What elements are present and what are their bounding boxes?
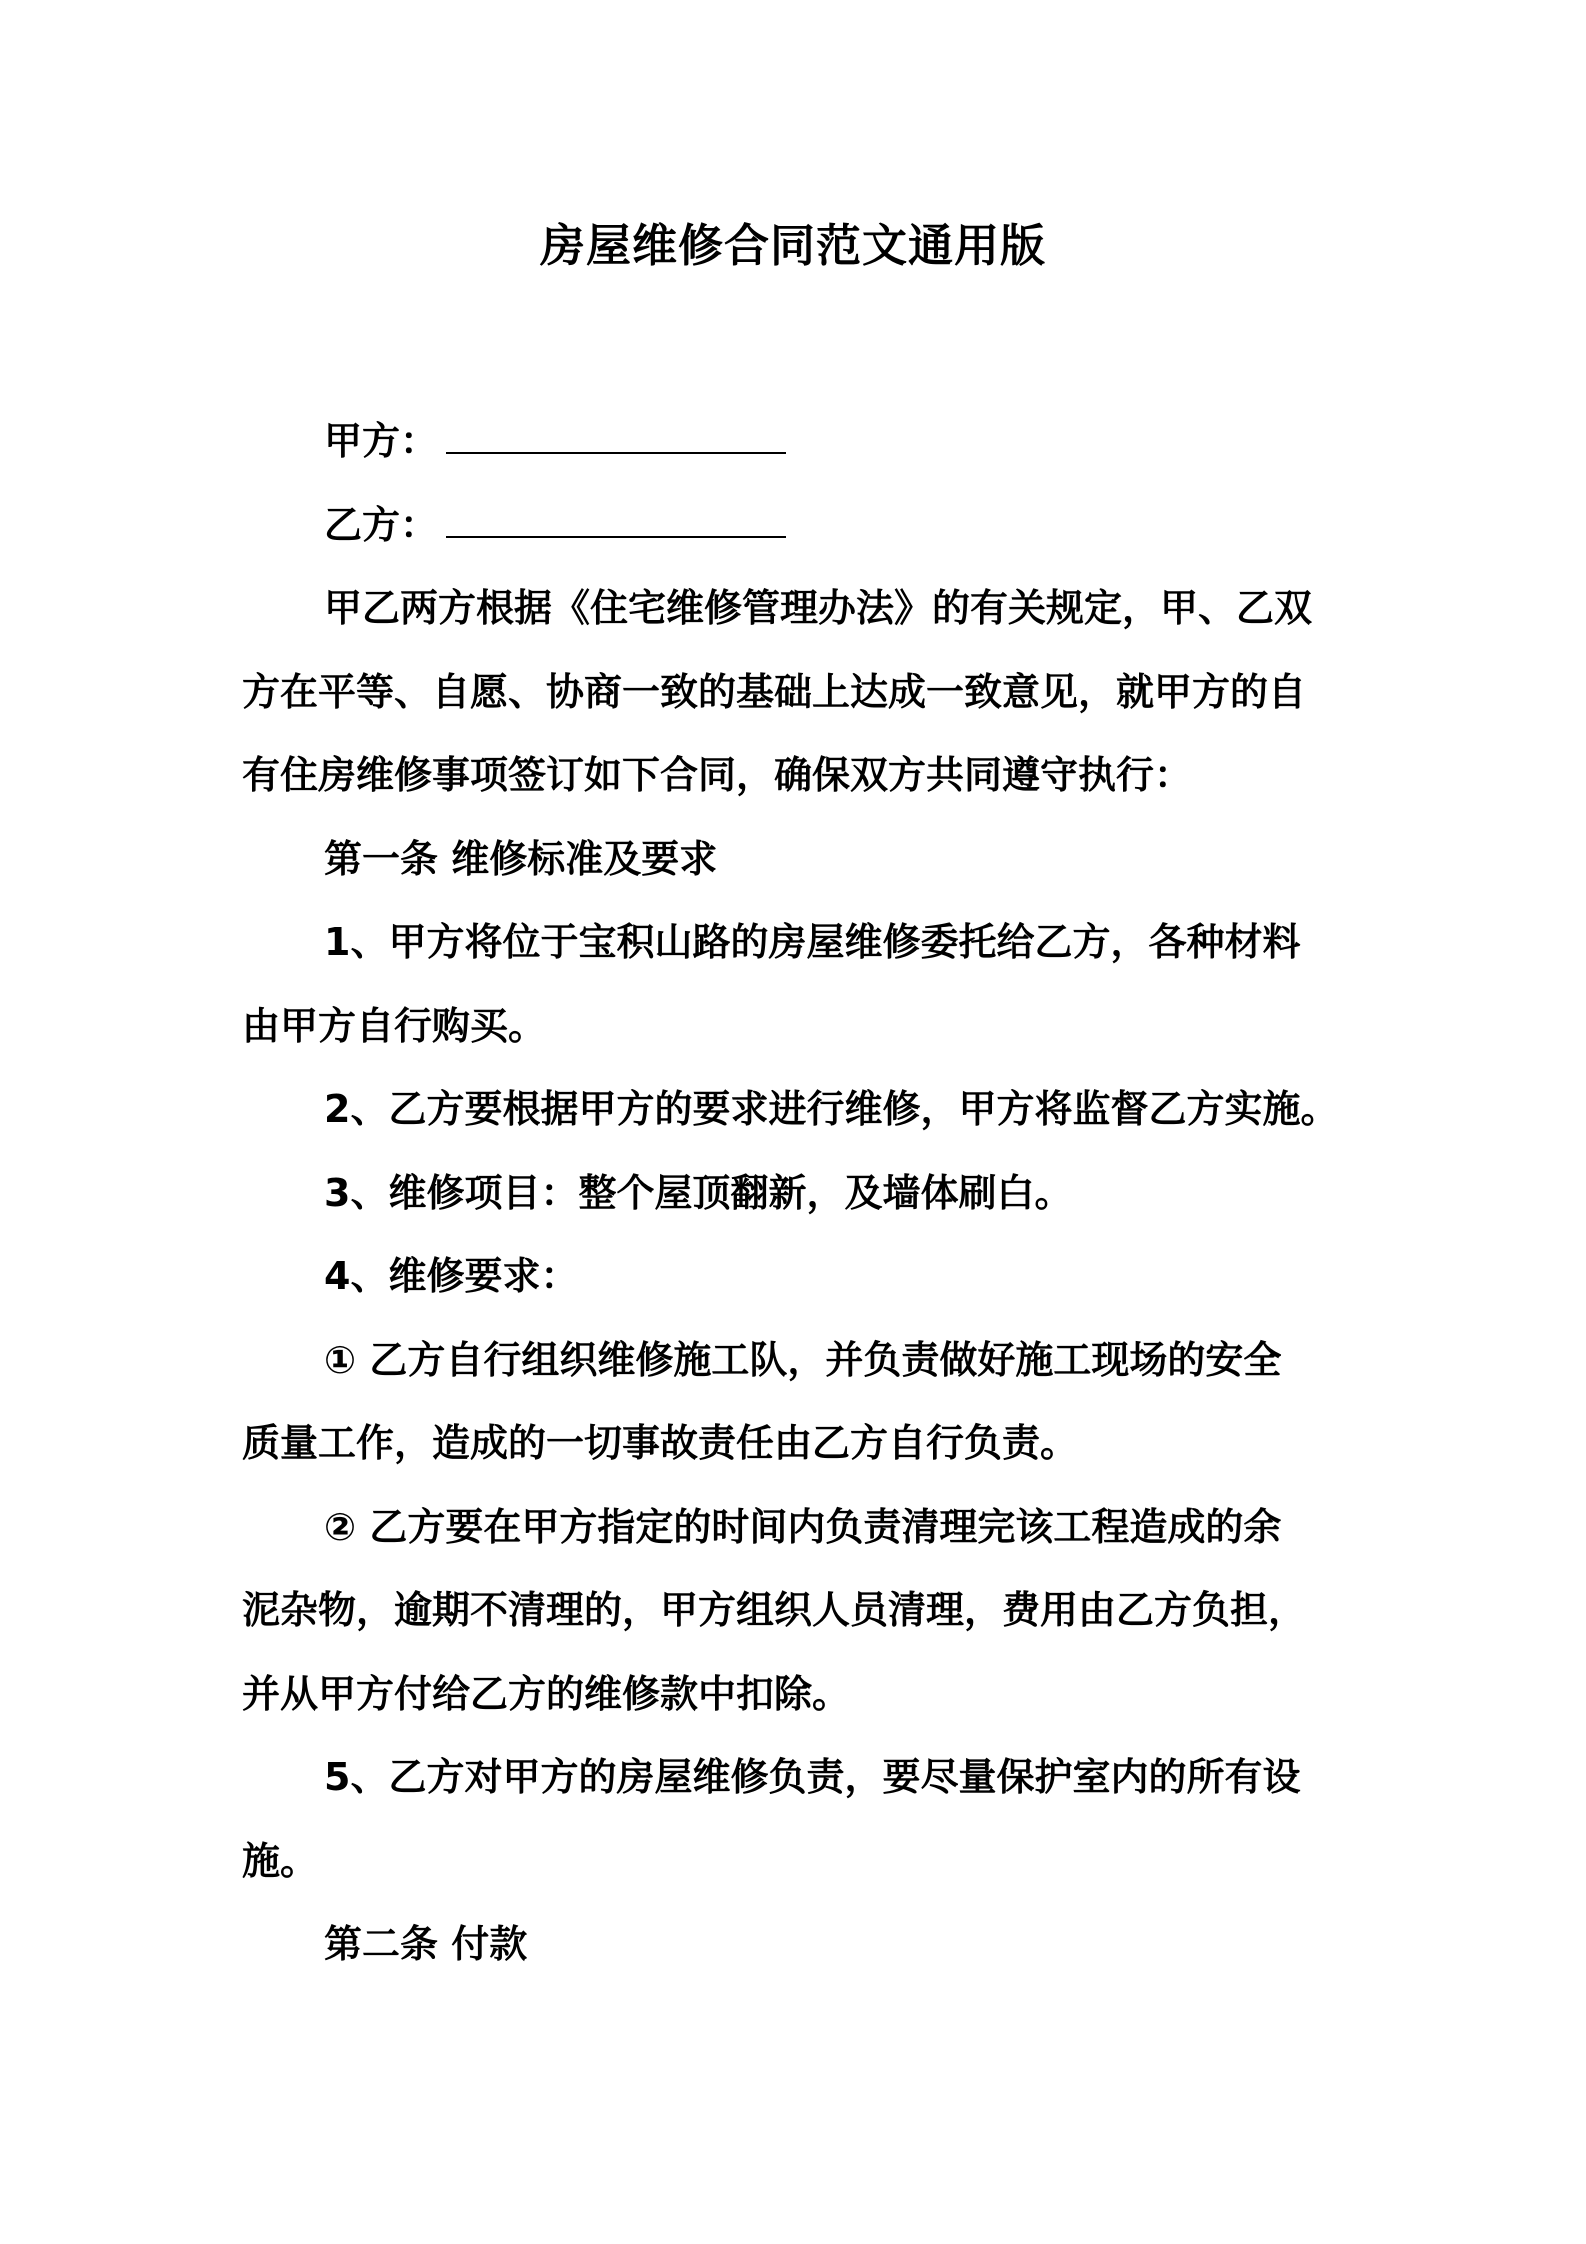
paragraph-line: ② 乙方要在甲方指定的时间内负责清理完该工程造成的余 [324,1504,1282,1549]
party-b-line [242,484,1362,568]
document-title: 房屋维修合同范文通用版 [539,219,1046,272]
party-a-blank [446,422,786,454]
paragraph-line: 施。 [242,1838,319,1883]
paragraph-line: 由甲方自行购买。 [242,1003,547,1048]
paragraph-line: 方在平等、自愿、协商一致的基础上达成一致意见，就甲方的自 [242,669,1307,714]
paragraph-line: 泥杂物，逾期不清理的，甲方组织人员清理，费用由乙方负担， [242,1588,1307,1632]
party-b-blank [446,506,786,538]
paragraph-line: 质量工作，造成的一切事故责任由乙方自行负责。 [242,1421,1079,1465]
paragraph-line: ① 乙方自行组织维修施工队，并负责做好施工现场的安全 [324,1337,1282,1382]
paragraph-line: 并从甲方付给乙方的维修款中扣除。 [242,1671,851,1716]
paragraph-line: 1、甲方将位于宝积山路的房屋维修委托给乙方，各种材料 [324,920,1301,964]
section-heading: 第一条 维修标准及要求 [324,836,718,881]
party-b-label: 乙方： [324,502,439,547]
paragraph-line: 甲乙两方根据《住宅维修管理办法》的有关规定，甲、乙双 [324,586,1313,630]
section-heading: 第二条 付款 [324,1922,528,1966]
paragraph-line: 有住房维修事项签订如下合同，确保双方共同遵守执行： [242,753,1193,797]
party-a-line [242,400,1362,484]
paragraph-line: 4、维修要求： [324,1254,579,1298]
document-body [242,400,1362,1987]
party-a-label: 甲方： [324,419,439,463]
paragraph-line: 2、乙方要根据甲方的要求进行维修，甲方将监督乙方实施。 [324,1087,1339,1131]
paragraph-line: 5、乙方对甲方的房屋维修负责，要尽量保护室内的所有设 [324,1755,1301,1799]
paragraph-line: 3、维修项目：整个屋顶翻新，及墙体刷白。 [324,1170,1073,1215]
